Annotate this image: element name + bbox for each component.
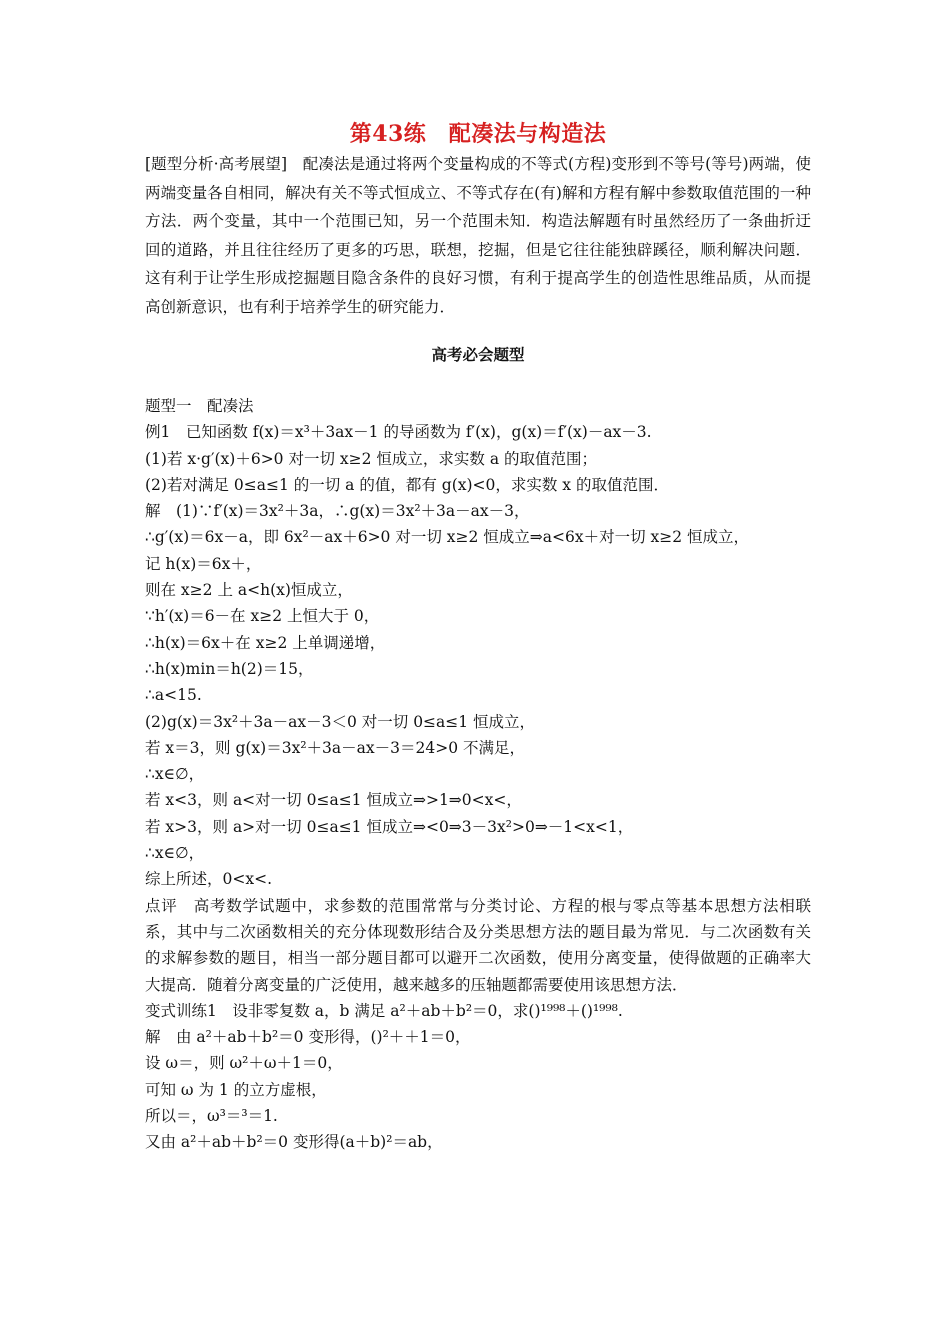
text-line: 记 h(x)＝6x＋， bbox=[145, 554, 262, 573]
text-line: 若 x<3，则 a<对一切 0≤a≤1 恒成立⇒>1⇒0<x<， bbox=[145, 791, 522, 810]
text-line: ∴g′(x)＝6x－a，即 6x²－ax＋6>0 对一切 x≥2 恒成立⇒a<6x＋对一切 x≥2 恒成立， bbox=[145, 528, 750, 547]
text-line: 设 ω＝，则 ω²＋ω＋1＝0， bbox=[145, 1054, 343, 1073]
exercise-block bbox=[145, 998, 811, 1156]
text-line: 又由 a²＋ab＋b²＝0 变形得(a＋b)²＝ab， bbox=[145, 1133, 443, 1152]
text-line: 若 x>3，则 a>对一切 0≤a≤1 恒成立⇒<0⇒3－3x²>0⇒－1<x<1， bbox=[145, 817, 634, 836]
text-line: 解 (1)∵f′(x)＝3x²＋3a，∴g(x)＝3x²＋3a－ax－3， bbox=[145, 502, 530, 521]
page-title: 第43练 配凑法与构造法 bbox=[349, 121, 607, 147]
text-line: ∴x∈∅， bbox=[145, 765, 205, 784]
intro-paragraph: [题型分析·高考展望] 配凑法是通过将两个变量构成的不等式(方程)变形到不等号(等号)两端，使两端变量各自相同，解决有关不等式恒成立、不等式存在(有)解和方程有解中参数取值范围的一种方法．两个变量，其中一个范围已知，另一个范围未知．构造法解题有时虽然经历了一条曲折迂回的道路，并且往往经历了更多的巧思，联想，挖掘，但是它往往能独辟蹊径，顺利解决问题．这有利于让学生形成挖掘题目隐含条件的良好习惯，有利于提高学生的创造性思维品质，从而提高创新意识，也有利于培养学生的研究能力． bbox=[145, 155, 811, 316]
text-line: 例1 已知函数 f(x)＝x³＋3ax－1 的导函数为 f′(x)，g(x)＝f′(x)－ax－3. bbox=[145, 423, 652, 442]
text-line: 则在 x≥2 上 a<h(x)恒成立， bbox=[145, 581, 353, 600]
section-heading: 高考必会题型 bbox=[431, 345, 525, 364]
text-line: 若 x＝3，则 g(x)＝3x²＋3a－ax－3＝24>0 不满足， bbox=[145, 738, 525, 757]
text-line: 题型一 配凑法 bbox=[145, 397, 254, 415]
text-line: 综上所述，0<x<. bbox=[145, 870, 273, 889]
text-line: (1)若 x·g′(x)＋6>0 对一切 x≥2 恒成立，求实数 a 的取值范围； bbox=[145, 449, 598, 468]
text-line: 变式训练1 设非零复数 a，b 满足 a²＋ab＋b²＝0，求()¹⁹⁹⁸＋()¹⁹⁹⁸. bbox=[145, 1001, 623, 1020]
comment-paragraph: 点评 高考数学试题中，求参数的范围常常与分类讨论、方程的根与零点等基本思想方法相联系，其中与二次函数相关的充分体现数形结合及分类思想方法的题目最为常见．与二次函数有关的求解参数的题目，相当一部分题目都可以避开二次函数，使用分离变量，使得做题的正确率大大提高．随着分离变量的广泛使用，越来越多的压轴题都需要使用该思想方法． bbox=[145, 896, 811, 994]
text-line: 可知 ω 为 1 的立方虚根， bbox=[145, 1080, 327, 1099]
text-line: ∴h(x)＝6x＋在 x≥2 上单调递增， bbox=[145, 633, 386, 652]
example-block bbox=[145, 393, 811, 893]
document-page bbox=[145, 118, 811, 1156]
text-line: ∴a<15. bbox=[145, 686, 202, 705]
text-line: ∵h′(x)＝6－在 x≥2 上恒大于 0， bbox=[145, 607, 380, 626]
text-line: 所以＝，ω³＝³＝1. bbox=[145, 1107, 278, 1126]
text-line: ∴x∈∅， bbox=[145, 844, 205, 863]
text-line: ∴h(x)min＝h(2)＝15， bbox=[145, 659, 314, 678]
text-line: (2)g(x)＝3x²＋3a－ax－3＜0 对一切 0≤a≤1 恒成立， bbox=[145, 712, 536, 731]
text-line: (2)若对满足 0≤a≤1 的一切 a 的值，都有 g(x)<0，求实数 x 的取值范围． bbox=[145, 475, 669, 494]
text-line: 解 由 a²＋ab＋b²＝0 变形得，()²＋＋1＝0， bbox=[145, 1028, 471, 1047]
